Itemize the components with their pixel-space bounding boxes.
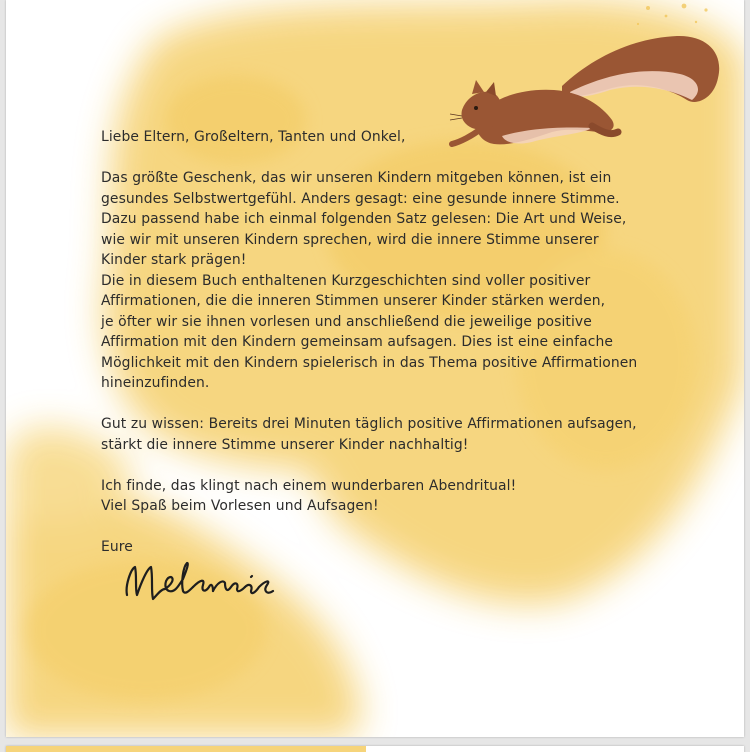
letter-page xyxy=(6,0,744,737)
closing: Eure xyxy=(101,539,133,555)
paragraph-line: Kinder stark prägen! xyxy=(101,252,247,268)
paragraph-line: Affirmationen, die die inneren Stimmen unserer Kinder stärken werden, xyxy=(101,293,606,309)
paragraph-line: Das größte Geschenk, das wir unseren Kindern mitgeben können, ist ein xyxy=(101,170,612,186)
paragraph-line: Möglichkeit mit den Kindern spielerisch in das Thema positive Affirmationen xyxy=(101,354,638,371)
signature-melanie xyxy=(121,555,321,617)
paragraph-line: gesundes Selbstwertgefühl. Anders gesagt: eine gesunde innere Stimme. xyxy=(101,190,620,207)
paragraph-line: Dazu passend habe ich einmal folgenden Satz gelesen: Die Art und Weise, xyxy=(101,211,627,227)
paragraph-line: Ich finde, das klingt nach einem wunderbaren Abendritual! xyxy=(101,477,517,494)
paragraph-line: stärkt die innere Stimme unserer Kinder nachhaltig! xyxy=(101,436,469,453)
paragraph-line: hineinzufinden. xyxy=(101,375,210,391)
letter-text xyxy=(101,127,701,558)
paragraph-line: Viel Spaß beim Vorlesen und Aufsagen! xyxy=(101,498,379,514)
next-page-edge xyxy=(6,746,744,752)
paragraph-line: Affirmation mit den Kindern gemeinsam aufsagen. Dies ist eine einfache xyxy=(101,334,614,350)
next-page-watercolor xyxy=(6,746,366,752)
paragraph-line: wie wir mit unseren Kindern sprechen, wird die innere Stimme unserer xyxy=(101,231,599,248)
paragraph-line: Die in diesem Buch enthaltenen Kurzgeschichten sind voller positiver xyxy=(101,272,591,289)
paragraph-line: je öfter wir sie ihnen vorlesen und anschließend die jeweilige positive xyxy=(101,313,592,330)
salutation: Liebe Eltern, Großeltern, Tanten und Onkel, xyxy=(101,129,406,145)
paragraph-line: Gut zu wissen: Bereits drei Minuten täglich positive Affirmationen aufsagen, xyxy=(101,416,637,432)
